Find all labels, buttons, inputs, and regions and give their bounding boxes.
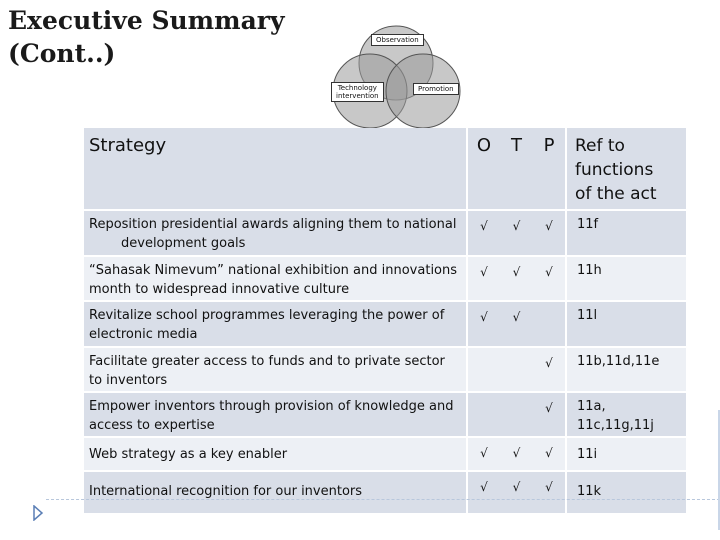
footer-divider: [46, 499, 720, 500]
cell-o-check: [467, 392, 500, 437]
cell-t-check: [500, 392, 533, 437]
header-strategy: Strategy: [84, 128, 467, 210]
cell-strategy: [84, 210, 467, 256]
venn-label-promotion: Promotion: [413, 83, 459, 95]
table-header-row: [84, 128, 686, 210]
cell-strategy: [84, 256, 467, 301]
header-ref-line1: Ref to: [575, 136, 625, 156]
cell-ref: 11k: [566, 471, 686, 513]
cell-ref: 11i: [566, 437, 686, 471]
cell-ref: 11f: [566, 210, 686, 256]
cell-strategy: [84, 347, 467, 392]
strategy-text-cont: access to expertise: [89, 418, 215, 433]
cell-t-check: [500, 347, 533, 392]
strategy-table: [84, 128, 686, 513]
strategy-text-cont: to inventors: [89, 373, 168, 388]
strategy-text: “Sahasak Nimevum” national exhibition and innovations: [89, 263, 458, 278]
cell-p-check: √: [533, 256, 566, 301]
cell-o-check: √: [467, 210, 500, 256]
table-row: [84, 437, 686, 471]
cell-p-check: √: [533, 471, 566, 513]
cell-t-check: √: [500, 301, 533, 347]
strategy-text-cont: development goals: [121, 236, 246, 251]
table-row: [84, 392, 686, 437]
cell-ref: 11h: [566, 256, 686, 301]
table-row: [84, 301, 686, 347]
cell-o-check: √: [467, 301, 500, 347]
header-ref-line3: of the act: [575, 184, 657, 204]
cell-t-check: √: [500, 256, 533, 301]
title-line-1: Executive Summary: [8, 6, 285, 35]
cell-t-check: √: [500, 471, 533, 513]
venn-label-observation: Observation: [371, 34, 424, 46]
venn-label-technology-line1: Technology: [337, 84, 377, 92]
venn-label-technology: [331, 82, 384, 102]
cell-ref: 11l: [566, 301, 686, 347]
strategy-text: Revitalize school programmes leveraging the power of: [89, 308, 445, 323]
header-p: P: [533, 128, 566, 210]
cell-p-check: √: [533, 210, 566, 256]
table-row: [84, 347, 686, 392]
cell-p-check: √: [533, 392, 566, 437]
cell-p-check: [533, 301, 566, 347]
cell-t-check: √: [500, 210, 533, 256]
cell-o-check: [467, 347, 500, 392]
cell-o-check: √: [467, 437, 500, 471]
chevron-right-icon: [32, 505, 44, 521]
ref-text: 11a,: [577, 399, 606, 414]
strategy-text: Facilitate greater access to funds and to private sector: [89, 354, 445, 369]
venn-label-technology-line2: intervention: [336, 92, 379, 100]
venn-diagram: [0, 0, 720, 140]
header-o: O: [467, 128, 500, 210]
cell-ref: 11b,11d,11e: [566, 347, 686, 392]
cell-strategy: International recognition for our inventors: [84, 471, 467, 513]
strategy-text: Reposition presidential awards aligning them to national: [89, 217, 457, 232]
header-ref-line2: functions: [575, 160, 654, 180]
strategy-text-cont: month to widespread innovative culture: [89, 282, 350, 297]
table-row: [84, 210, 686, 256]
cell-strategy: [84, 392, 467, 437]
strategy-text-cont: electronic media: [89, 327, 198, 342]
header-t: T: [500, 128, 533, 210]
cell-strategy: Web strategy as a key enabler: [84, 437, 467, 471]
cell-o-check: √: [467, 471, 500, 513]
ref-text-cont: 11c,11g,11j: [577, 418, 654, 433]
cell-t-check: √: [500, 437, 533, 471]
cell-ref: [566, 392, 686, 437]
strategy-text: Empower inventors through provision of knowledge and: [89, 399, 454, 414]
cell-strategy: [84, 301, 467, 347]
table-row: [84, 256, 686, 301]
cell-p-check: √: [533, 437, 566, 471]
header-ref: [566, 128, 686, 210]
cell-p-check: √: [533, 347, 566, 392]
cell-o-check: √: [467, 256, 500, 301]
title-line-2: (Cont..): [8, 39, 116, 68]
table-row: [84, 471, 686, 513]
